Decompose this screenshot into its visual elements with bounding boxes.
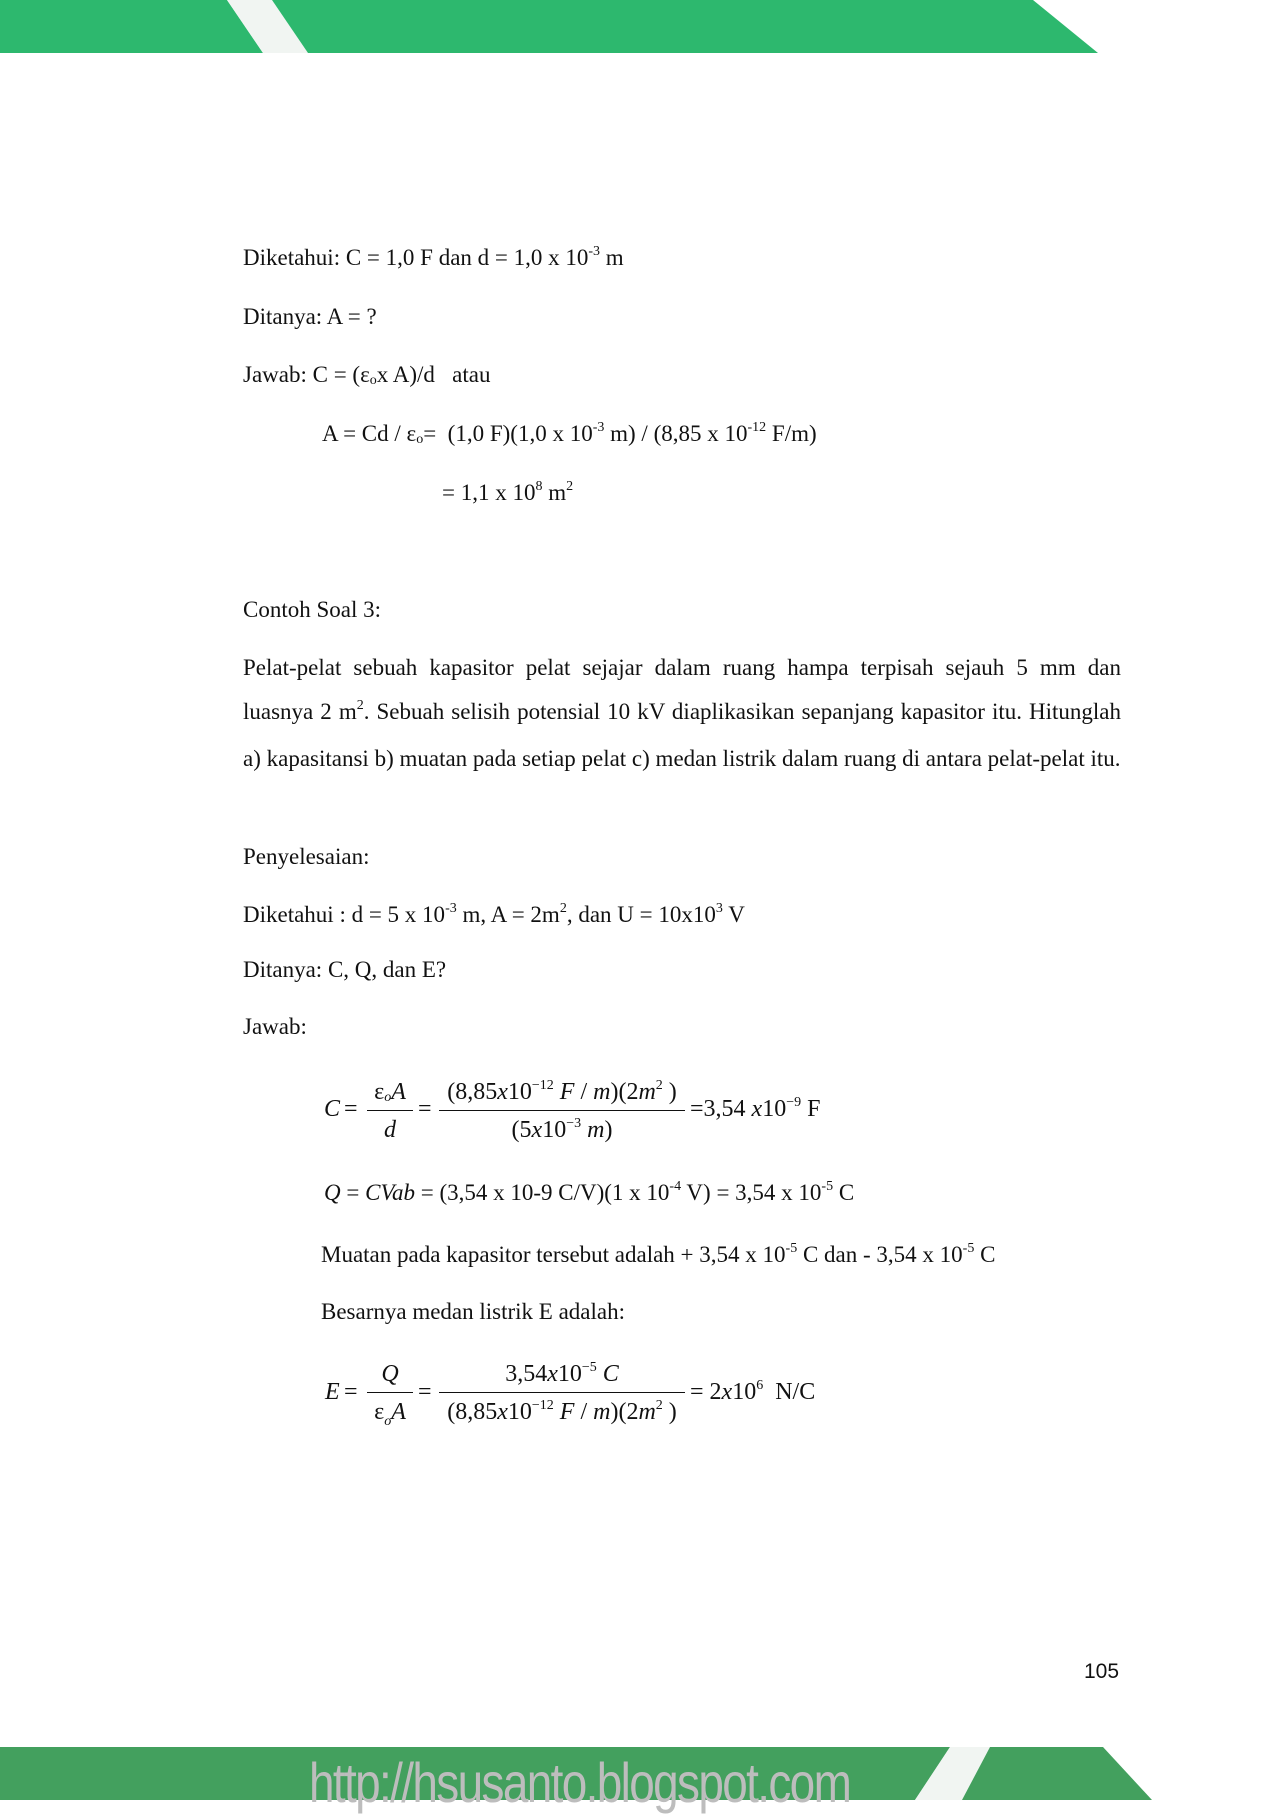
asked-line-3: Ditanya: C, Q, dan E?	[243, 957, 447, 982]
problem-paragraph: Pelat-pelat sebuah kapasitor pelat sejajar dalam ruang hampa terpisah sejauh 5 mm dan luasnya 2 $m^2$. Sebuah selisih potensial 10 kV diaplikasikan sepanjang kapasitor itu. Hitunglah a) kapasitansi b) muatan pada setiap pelat c) medan listrik dalam ruang di antara pelat-pelat itu.	[243, 655, 1121, 771]
area-result-line: = 1,1 x $10^8$ $m^2$	[442, 479, 574, 505]
eq-c-equals-1: =	[344, 1096, 358, 1122]
eq-e-fraction-2	[439, 1352, 685, 1427]
bottom-banner-right-band	[962, 1747, 1152, 1800]
page-number: 105	[1084, 1660, 1120, 1683]
eq-e-f1-numerator: Q	[381, 1361, 399, 1387]
answer-line: Jawab: $C = (\varepsilon_ox$ A)/d atau	[243, 362, 491, 388]
eq-e-f2-numerator: $3,54x10^{-5}$ C	[505, 1360, 619, 1387]
blog-watermark: http://hsusanto.blogspot.com	[309, 1751, 851, 1814]
area-formula-line: $A = Cd / \varepsilon_o= (1,0$ F)(1,0 x $10^{-3}$ m) / (8,85 x $10^{-12}$ F/m)	[322, 420, 817, 447]
eq-e-f2-bar	[439, 1392, 685, 1393]
asked-line: Ditanya: A = ?	[243, 304, 377, 329]
eq-e-equals-1: =	[344, 1379, 358, 1405]
answer-label-3: Jawab:	[243, 1014, 307, 1039]
charge-statement: Muatan pada kapasitor tersebut adalah + 3,54 x $10^{-5}$ C dan - 3,54 x $10^{-5}$ C	[321, 1241, 996, 1267]
field-intro: Besarnya medan listrik E adalah:	[321, 1299, 626, 1324]
eq-c-f1-bar	[367, 1110, 413, 1111]
eq-c-result: =3,54 $x10^{-9}$ F	[690, 1095, 821, 1122]
eq-c-equals-2: =	[418, 1096, 432, 1122]
eq-c-f2-numerator: ($8,85x10^{-12}$ F / $m)(2m^2$ )	[447, 1078, 677, 1105]
top-banner	[0, 0, 1272, 53]
eq-c-fraction-1	[367, 1070, 413, 1143]
eq-e-fraction-1	[367, 1352, 413, 1427]
eq-e-equals-2: =	[418, 1379, 432, 1405]
eq-e-result: = $2x10^6$ N/C	[690, 1378, 816, 1405]
eq-c-f1-denominator: d	[384, 1117, 396, 1143]
top-banner-main-band	[272, 0, 1098, 53]
eq-e-f2-denominator: ($8,85x10^{-12}$ F / $m)(2m^2$ )	[447, 1398, 677, 1425]
eq-e-f1-denominator: $\varepsilon_oA$	[374, 1399, 406, 1429]
eq-c-fraction-2	[439, 1070, 685, 1143]
example-title: Contoh Soal 3:	[243, 597, 382, 622]
eq-c-f1-numerator: $\varepsilon_oA$	[374, 1079, 406, 1105]
eq-e-lhs: E	[325, 1379, 340, 1405]
solution-label: Penyelesaian:	[243, 844, 370, 869]
eq-c-f2-bar	[439, 1110, 685, 1111]
charge-equation: Q = CVab = (3,54 x 10-9 C/V)(1 x $10^{-4}$ V) = 3,54 x $10^{-5}$ C	[324, 1179, 855, 1205]
known-values-line: Diketahui: C = 1,0 F dan d = 1,0 x $10^{-3}$ m	[243, 244, 624, 270]
eq-c-f2-denominator: ($5x10^{-3}$ m)	[511, 1116, 613, 1143]
top-banner-left-band	[0, 0, 263, 53]
known-values-line-3: Diketahui : d = 5 x $10^{-3}$ m, $A = 2m^2$, dan $U = 10x10^3$ V	[243, 901, 745, 927]
eq-c-lhs: C	[324, 1096, 341, 1122]
eq-e-f1-bar	[367, 1392, 413, 1393]
